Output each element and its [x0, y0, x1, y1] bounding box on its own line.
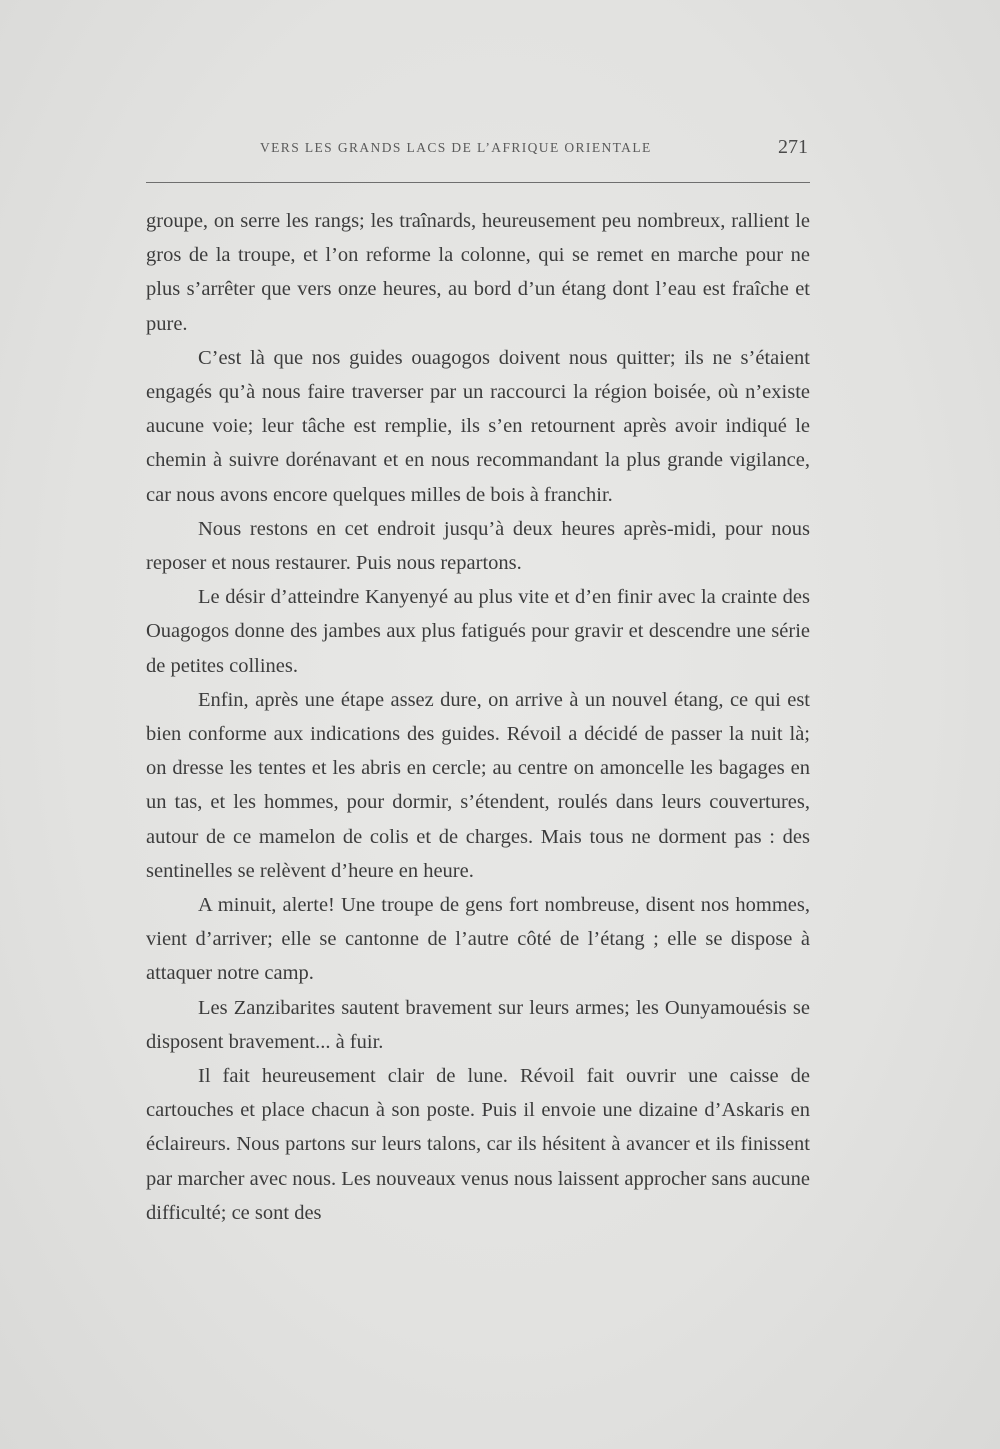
- paragraph: Nous restons en cet endroit jusqu’à deux heures après-midi, pour nous reposer et nous restaurer. Puis nous repartons.: [146, 517, 810, 575]
- paragraph: A minuit, alerte! Une troupe de gens fort nombreuse, disent nos hommes, vient d’arriver; elle se cantonne de l’autre côté de l’étang ; elle se dispose à attaquer notre camp.: [146, 894, 810, 985]
- paragraph: C’est là que nos guides ouagogos doivent nous quitter; ils ne s’étaient engagés qu’à nous faire traverser par un raccourci la région boisée, où n’existe aucune voie; leur tâche est remplie, ils s’en retournent après avoir indiqué le chemin à suivre dorénavant et en nous recommandant la plus grande vigilance, car nous avons encore quelques milles de bois à franchir.: [146, 346, 810, 506]
- paragraph: groupe, on serre les rangs; les traînards, heureusement peu nombreux, rallient le gros de la troupe, et l’on reforme la colonne, qui se remet en marche pour ne plus s’arrêter que vers onze heures, au bord d’un étang dont l’eau est fraîche et pure.: [146, 210, 810, 335]
- paragraph: Il fait heureusement clair de lune. Révoil fait ouvrir une caisse de cartouches et place chacun à son poste. Puis il envoie une dizaine d’Askaris en éclaireurs. Nous partons sur leurs talons, car ils hésitent à avancer et ils finissent par marcher avec nous. Les nouveaux venus nous laissent approcher sans aucune difficulté; ce sont des: [146, 1065, 810, 1224]
- paragraph: Enfin, après une étape assez dure, on arrive à un nouvel étang, ce qui est bien conforme aux indications des guides. Révoil a décidé de passer la nuit là; on dresse les tentes et les abris en cercle; au centre on amoncelle les bagages en un tas, et les hommes, pour dormir, s’étendent, roulés dans leurs couvertures, autour de ce mamelon de colis et de charges. Mais tous ne dorment pas : des sentinelles se relèvent d’heure en heure.: [146, 688, 810, 882]
- running-title: VERS LES GRANDS LACS DE L’AFRIQUE ORIENTALE: [260, 140, 652, 155]
- paragraph: Les Zanzibarites sautent bravement sur leurs armes; les Ounyamouésis se disposent bravement... à fuir.: [146, 996, 810, 1053]
- page-header: [146, 136, 810, 166]
- body-text: [146, 204, 810, 1230]
- paragraph: Le désir d’atteindre Kanyenyé au plus vite et d’en finir avec la crainte des Ouagogos donne des jambes aux plus fatigués pour gravir et descendre une série de petites collines.: [146, 586, 810, 677]
- page-number: 271: [778, 136, 808, 158]
- header-rule: [146, 182, 810, 183]
